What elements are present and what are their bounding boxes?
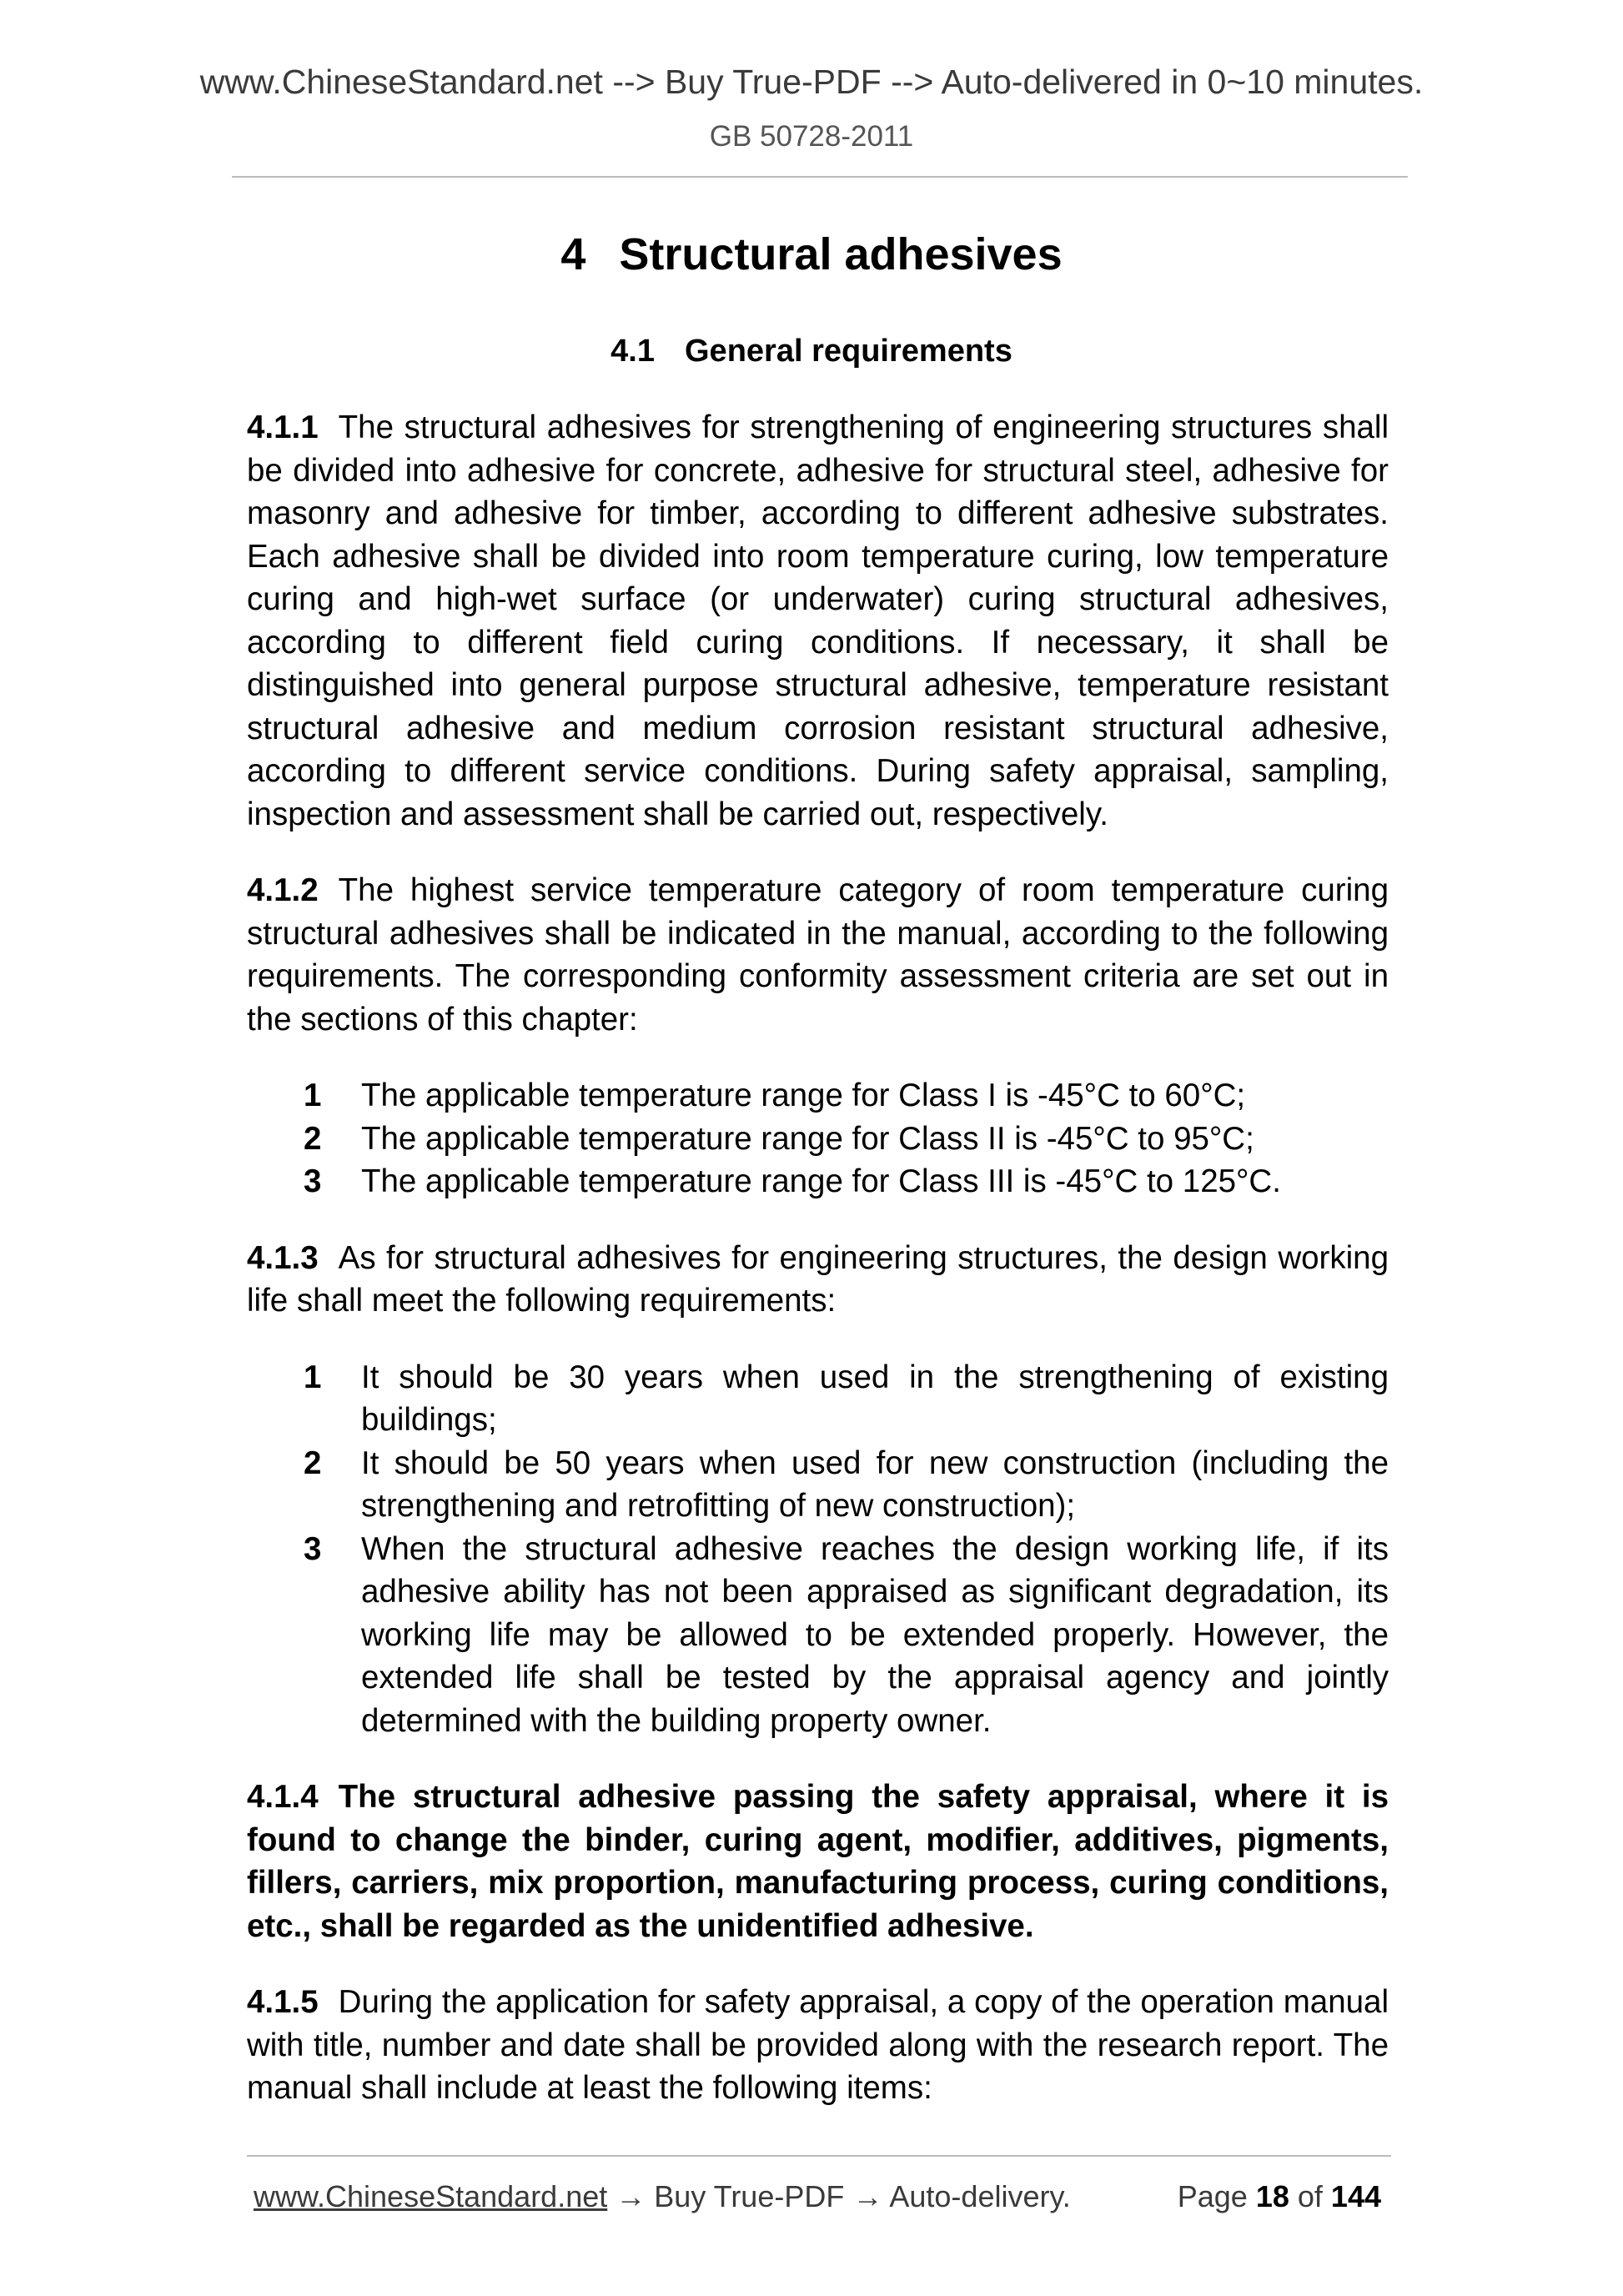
list-item: [247, 1442, 1389, 1528]
arrow-right-icon: →: [616, 2179, 646, 2213]
section-number: 4.1: [611, 334, 655, 369]
clause-4-1-3: [247, 1237, 1389, 1323]
clause-text: The highest service temperature category of room temperature curing structural adhesives shall be indicated in the manual, according to the following requirements. The corresponding conformity assessment criteria are set out in the sections of this chapter:: [247, 872, 1389, 1037]
page-total: 144: [1330, 2179, 1381, 2213]
clause-number: 4.1.4: [247, 1779, 319, 1815]
page-indicator: [1177, 2179, 1381, 2213]
list-item-text: It should be 50 years when used for new construction (including the strengthening and retrofitting of new construction);: [361, 1444, 1389, 1524]
list-item: [247, 1356, 1389, 1442]
clause-number: 4.1.5: [247, 1984, 319, 2020]
header-divider: [232, 176, 1408, 178]
clause-4-1-1: [247, 406, 1389, 836]
list-item-text: The applicable temperature range for Class III is -45°C to 125°C.: [361, 1163, 1281, 1199]
list-item-text: The applicable temperature range for Class I is -45°C to 60°C;: [361, 1078, 1246, 1113]
list-item-number: 2: [304, 1120, 322, 1157]
document-code: GB 50728-2011: [709, 120, 914, 153]
page-of: of: [1297, 2179, 1323, 2213]
list-item-text: When the structural adhesive reaches the design working life, if its adhesive ability has not been appraised as significant degradation, its working life may be allowed to be extended properly. However, the extended life shall be tested by the appraisal agency and jointly determined with the building property owner.: [361, 1530, 1389, 1739]
clause-text: The structural adhesives for strengthening of engineering structures shall be divided into adhesive for concrete, adhesive for structural steel, adhesive for masonry and adhesive for timber, according to different adhesive substrates. Each adhesive shall be divided into room temperature curing, low temperature curing and high-wet surface (or underwater) curing structural adhesives, according to different field curing conditions. If necessary, it shall be distinguished into general purpose structural adhesive, temperature resistant structural adhesive and medium corrosion resistant structural adhesive, according to different service conditions. During safety appraisal, sampling, inspection and assessment shall be carried out, respectively.: [247, 409, 1389, 832]
working-life-list: [247, 1356, 1389, 1743]
footer-site-link[interactable]: www.ChineseStandard.net: [254, 2179, 608, 2213]
section-title-text: General requirements: [685, 334, 1012, 369]
clause-text: The structural adhesive passing the safety appraisal, where it is found to change the binder, curing agent, modifier, additives, pigments, fillers, carriers, mix proportion, manufacturing process, curing conditions, etc., shall be regarded as the unidentified adhesive.: [247, 1779, 1389, 1944]
page-word: Page: [1177, 2179, 1248, 2213]
list-item-number: 1: [304, 1078, 322, 1113]
clause-number: 4.1.2: [247, 872, 319, 908]
chapter-title: [0, 229, 1623, 279]
clause-4-1-5: [247, 1981, 1389, 2110]
page-current: 18: [1255, 2179, 1289, 2213]
top-banner: www.ChineseStandard.net --> Buy True-PDF --> Auto-delivered in 0~10 minutes.: [199, 63, 1424, 101]
document-body: [247, 406, 1389, 2143]
clause-4-1-4: [247, 1776, 1389, 1947]
list-item-number: 3: [304, 1163, 322, 1199]
footer-buy-text: Buy True-PDF: [654, 2179, 845, 2213]
list-item: [247, 1160, 1389, 1203]
chapter-title-text: Structural adhesives: [619, 229, 1063, 279]
list-item: [247, 1118, 1389, 1161]
footer-promo: [254, 2179, 1071, 2213]
chapter-number: 4: [560, 229, 586, 279]
list-item: [247, 1528, 1389, 1743]
section-title: [0, 335, 1623, 367]
clause-text: During the application for safety appraisal, a copy of the operation manual with title, number and date shall be provided along with the research report. The manual shall include at least the following items:: [247, 1984, 1389, 2106]
clause-number: 4.1.1: [247, 409, 319, 445]
clause-4-1-2: [247, 869, 1389, 1041]
clause-text: As for structural adhesives for engineering structures, the design working life shall meet the following requirements:: [247, 1239, 1389, 1319]
footer-delivery-text: Auto-delivery.: [889, 2179, 1071, 2213]
list-item-number: 3: [304, 1530, 322, 1567]
list-item: [247, 1074, 1389, 1118]
list-item-number: 2: [304, 1444, 322, 1481]
list-item-number: 1: [304, 1359, 322, 1395]
clause-number: 4.1.3: [247, 1239, 319, 1276]
list-item-text: It should be 30 years when used in the strengthening of existing buildings;: [361, 1359, 1389, 1438]
arrow-right-icon: →: [852, 2179, 883, 2213]
temperature-class-list: [247, 1074, 1389, 1203]
list-item-text: The applicable temperature range for Class II is -45°C to 95°C;: [361, 1120, 1254, 1157]
footer-divider: [247, 2155, 1391, 2157]
